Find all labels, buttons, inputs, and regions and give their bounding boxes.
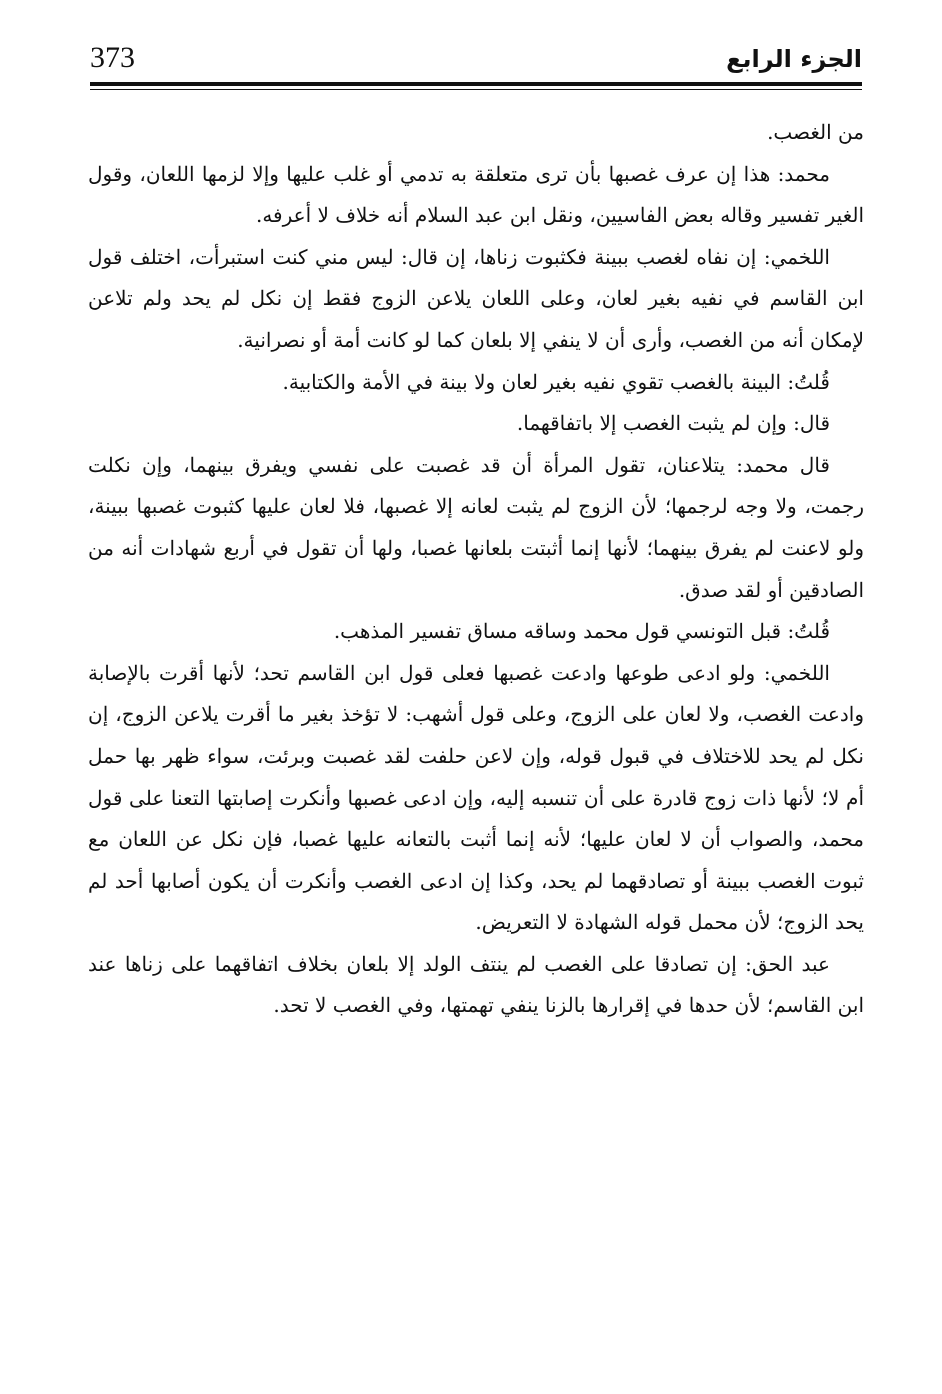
body-text <box>88 112 864 1027</box>
page-header <box>90 38 862 80</box>
paragraph-qultu-1: قُلتُ: البينة بالغصب تقوي نفيه بغير لعان ولا بينة في الأمة والكتابية. <box>282 369 830 394</box>
paragraph-continuation: من الغصب. <box>767 120 864 144</box>
page-number: 373 <box>90 41 135 74</box>
running-title: الجزء الرابع <box>726 45 862 73</box>
paragraph-abd-al-haqq: عبد الحق: إن تصادقا على الغصب لم ينتف الولد إلا بلعان بخلاف اتفاقهما على زناها عند ابن القاسم؛ لأن حدها في إقرارها بالزنا ينفي تهمتها، وفي الغصب لا تحد. <box>88 951 864 1018</box>
paragraph-qultu-2: قُلتُ: قبل التونسي قول محمد وساقه مساق تفسير المذهب. <box>333 619 830 644</box>
paragraph-qala-muhammad: قال محمد: يتلاعنان، تقول المرأة أن قد غصبت على نفسي ويفرق بينهما، وإن نكلت رجمت، ولا وجه لرجمها؛ لأن الزوج لم يثبت لعانه إلا غصبها، فلا لعان عليها كثبوت غصبها ببينة، ولو لاعنت لم يفرق بينهما؛ لأنها إنما أثبتت بلعانها غصبا، ولها أن تقول في أربع شهادات أنه من الصادقين أو لقد صدق. <box>88 452 864 602</box>
paragraph-qala: قال: وإن لم يثبت الغصب إلا باتفاقهما. <box>516 411 830 436</box>
paragraph-lakhmi-2: اللخمي: ولو ادعى طوعها وادعت غصبها فعلى قول ابن القاسم تحد؛ لأنها أقرت بالإصابة وادعت الغصب، ولا لعان على الزوج، وعلى قول أشهب: لا تؤخذ بغير ما أقرت يلاعن الزوج، إن نكل لم يحد للاختلاف في قبول قوله، وإن لاعن حلفت لقد غصبت وبرئت، سواء ظهر بها حمل أم لا؛ لأنها ذات زوج قادرة على أن تنسبه إليه، وإن ادعى غصبها وأنكرت إصابتها التعنا على قول محمد، والصواب أن لا لعان عليها؛ لأنه إنما أثبت بالتعانه عليها غصبا، فإن نكل عن اللعان مع ثبوت الغصب ببينة أو تصادقهما لم يحد، وكذا إن ادعى الغصب وأنكرت أن يكون أصابها أحد لم يحد الزوج؛ لأن محمل قوله الشهادة لا التعريض. <box>88 660 864 935</box>
header-rule-thin <box>90 89 862 90</box>
paragraph-muhammad: محمد: هذا إن عرف غصبها بأن ترى متعلقة به تدمي أو غلب عليها وإلا لزمها اللعان، وقول الغير تفسير وقاله بعض الفاسيين، ونقل ابن عبد السلام أنه خلاف لا أعرفه. <box>88 161 864 228</box>
paragraph-lakhmi-1: اللخمي: إن نفاه لغصب ببينة فكثبوت زناها، إن قال: ليس مني كنت استبرأت، اختلف قول ابن القاسم في نفيه بغير لعان، وعلى اللعان يلاعن الزوج فقط إن نكل لم يحد ولم تلاعن لإمكان أنه من الغصب، وأرى أن لا ينفي إلا بلعان كما لو كانت أمة أو نصرانية. <box>88 244 864 352</box>
header-rule-thick <box>90 82 862 86</box>
